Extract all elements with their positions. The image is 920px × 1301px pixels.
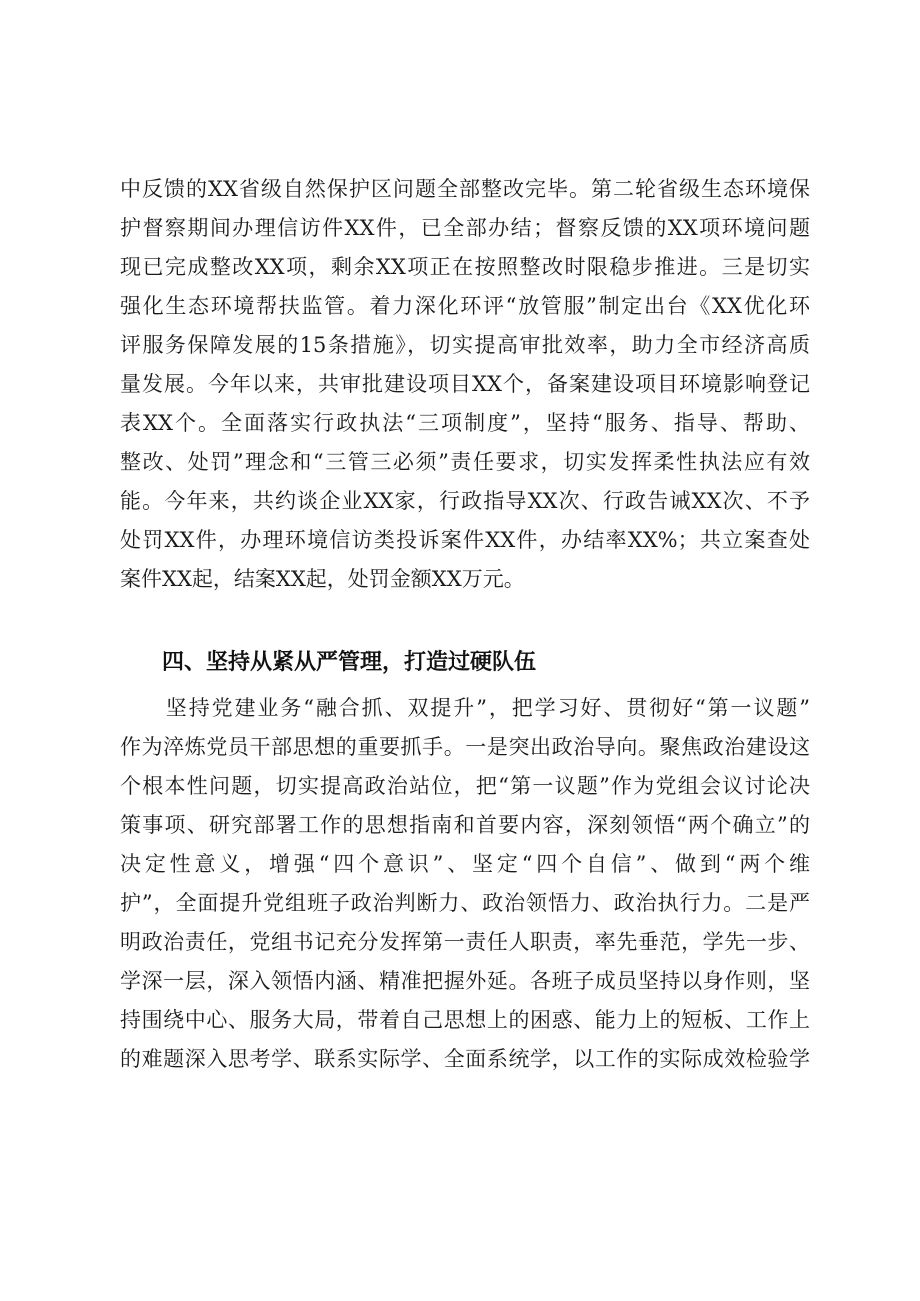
text-line: 表XX个。全面落实行政执法“三项制度”，坚持“服务、指导、帮助、 bbox=[120, 411, 810, 435]
text-line: 策事项、研究部署工作的思想指南和首要内容，深刻领悟“两个确立”的 bbox=[120, 813, 810, 837]
text-line: 现已完成整改XX项，剩余XX项正在按照整改时限稳步推进。三是切实 bbox=[120, 255, 810, 279]
text-line: 护督察期间办理信访件XX件，已全部办结；督察反馈的XX项环境问题 bbox=[120, 216, 810, 240]
paragraph-section4 bbox=[120, 689, 810, 1079]
text-line: 明政治责任，党组书记充分发挥第一责任人职责，率先垂范，学先一步、 bbox=[120, 930, 810, 954]
paragraph-continuation bbox=[120, 170, 810, 599]
text-line: 坚持党建业务“融合抓、双提升”，把学习好、贯彻好“第一议题” bbox=[120, 696, 810, 720]
text-line: 评服务保障发展的15条措施》，切实提高审批效率，助力全市经济高质 bbox=[120, 333, 810, 357]
text-line: 学深一层，深入领悟内涵、精准把握外延。各班子成员坚持以身作则，坚 bbox=[120, 969, 810, 993]
section-heading: 四、坚持从紧从严管理，打造过硬队伍 bbox=[162, 650, 537, 675]
text-line: 中反馈的XX省级自然保护区问题全部整改完毕。第二轮省级生态环境保 bbox=[120, 177, 810, 201]
text-line: 护”，全面提升党组班子政治判断力、政治领悟力、政治执行力。二是严 bbox=[120, 891, 810, 915]
text-line: 能。今年来，共约谈企业XX家，行政指导XX次、行政告诫XX次、不予 bbox=[120, 489, 810, 513]
text-line: 持围绕中心、服务大局，带着自己思想上的困惑、能力上的短板、工作上 bbox=[120, 1008, 810, 1032]
text-line: 整改、处罚”理念和“三管三必须”责任要求，切实发挥柔性执法应有效 bbox=[120, 450, 810, 474]
text-line: 的难题深入思考学、联系实际学、全面系统学，以工作的实际成效检验学 bbox=[120, 1047, 810, 1071]
text-line: 决定性意义，增强“四个意识”、坚定“四个自信”、做到“两个维 bbox=[120, 852, 810, 876]
text-line: 案件XX起，结案XX起，处罚金额XX万元。 bbox=[120, 567, 525, 591]
text-line: 强化生态环境帮扶监管。着力深化环评“放管服”制定出台《XX优化环 bbox=[120, 294, 810, 318]
text-line: 处罚XX件，办理环境信访类投诉案件XX件，办结率XX%；共立案查处 bbox=[120, 528, 810, 552]
text-line: 个根本性问题，切实提高政治站位，把“第一议题”作为党组会议讨论决 bbox=[120, 774, 810, 798]
text-line: 量发展。今年以来，共审批建设项目XX个，备案建设项目环境影响登记 bbox=[120, 372, 810, 396]
text-line: 作为淬炼党员干部思想的重要抓手。一是突出政治导向。聚焦政治建设这 bbox=[120, 735, 810, 759]
